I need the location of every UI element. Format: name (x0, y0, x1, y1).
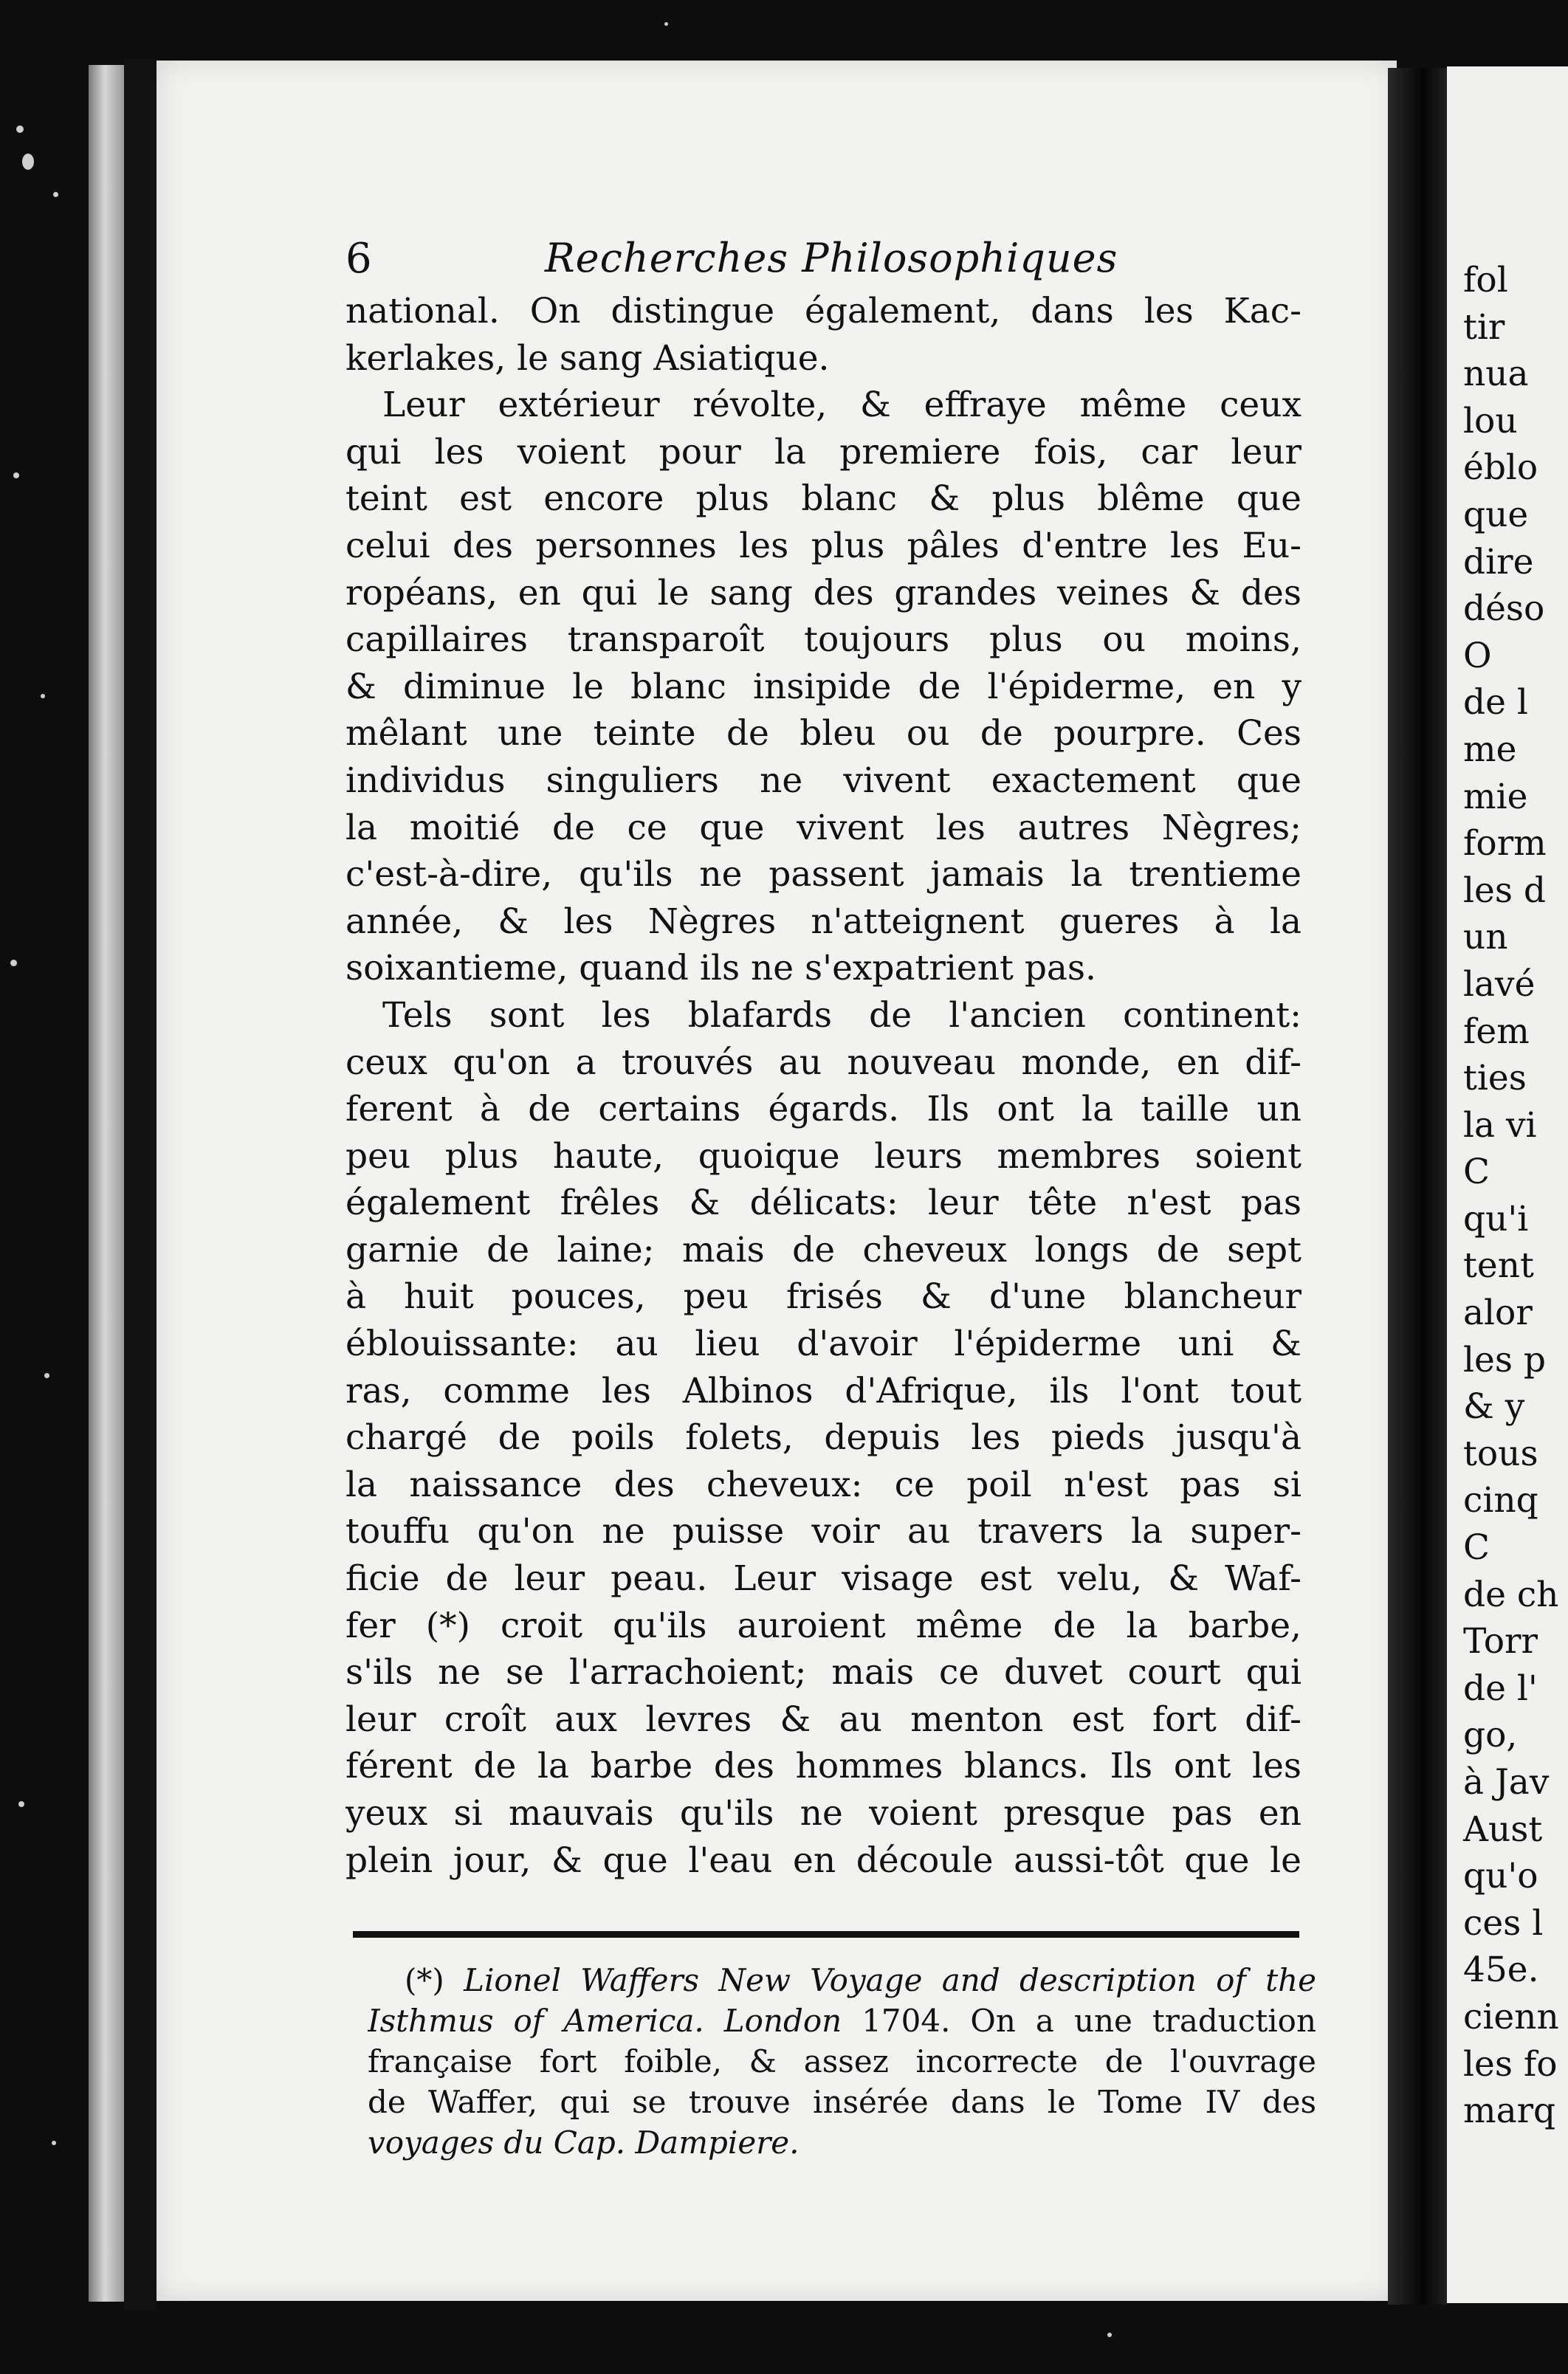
text-line: éblouissante: au lieu d'avoir l'épiderme uni & (345, 1324, 1301, 1365)
footnote-marker: (*) (405, 1962, 444, 1998)
text-line: année, & les Nègres n'atteignent gueres à la (345, 901, 1301, 942)
text-line: ras, comme les Albinos d'Afrique, ils l'ont tout (345, 1370, 1301, 1411)
text-line: & diminue le blanc insipide de l'épiderme, en y (345, 666, 1301, 707)
text-line: Tels sont les blafards de l'ancien continent: (382, 994, 1301, 1036)
text-line: qui les voient pour la premiere fois, car leur (345, 431, 1301, 472)
text-line: celui des personnes les plus pâles d'entre les Eu- (345, 525, 1301, 566)
next-page-line: à Jav (1463, 1762, 1550, 1803)
next-page-line: Torr (1463, 1621, 1538, 1662)
next-page-line: 45e. (1463, 1950, 1539, 1991)
next-page-line: C (1463, 1527, 1490, 1569)
next-page-line: que (1463, 494, 1529, 535)
text-line: yeux si mauvais qu'ils ne voient presque pas en (345, 1793, 1301, 1834)
dust-speck (52, 2141, 56, 2145)
text-line: férent de la barbe des hommes blancs. Ils ont les (345, 1746, 1301, 1787)
footnote-citation: Lionel Waffers New Voyage and description of the (464, 1962, 1316, 1998)
footnote-rule (353, 1931, 1299, 1938)
footnote-line: voyages du Cap. Dampiere. (368, 2124, 800, 2161)
next-page-line: Aust (1463, 1809, 1543, 1850)
text-line: la naissance des cheveux: ce poil n'est pas si (345, 1464, 1301, 1505)
dust-speck (10, 960, 17, 966)
text-line: teint est encore plus blanc & plus blême que (345, 478, 1301, 520)
running-title: Recherches Philosophiques (545, 235, 1118, 281)
gutter-shadow (1388, 68, 1447, 2305)
next-page-line: lavé (1463, 963, 1536, 1005)
text-line: national. On distingue également, dans les Kac- (345, 291, 1301, 331)
next-page-lines (1463, 257, 1559, 2135)
next-page-line: ties (1463, 1058, 1527, 1099)
next-page-line: de ch (1463, 1574, 1559, 1615)
next-page-line: dire (1463, 541, 1534, 582)
next-page-line: tir (1463, 306, 1505, 348)
text-line: touffu qu'on ne puisse voir au travers la super- (345, 1511, 1301, 1552)
dust-speck (13, 472, 19, 478)
next-page-line: un (1463, 917, 1508, 958)
text-line: plein jour, & que l'eau en découle aussi-tôt que le (345, 1840, 1301, 1881)
text-line: leur croît aux levres & au menton est fort dif- (345, 1699, 1301, 1740)
text-line: individus singuliers ne vivent exactement que (345, 760, 1301, 801)
next-page-line: tent (1463, 1245, 1534, 1287)
text-line: également frêles & délicats: leur tête n'est pas (345, 1183, 1301, 1224)
text-line: soixantieme, quand ils ne s'expatrient pas. (345, 948, 1096, 989)
dust-speck (44, 1373, 49, 1378)
footnote-line (368, 2000, 1316, 2041)
next-page-line: de l (1463, 682, 1528, 723)
page-number: 6 (345, 235, 372, 283)
next-page-line: ces l (1463, 1902, 1544, 1944)
next-page-line: nua (1463, 354, 1529, 395)
next-page-line: alor (1463, 1293, 1533, 1334)
text-line: garnie de laine; mais de cheveux longs de sept (345, 1229, 1301, 1270)
dust-speck (16, 125, 24, 133)
text-line: s'ils ne se l'arrachoient; mais ce duvet court qui (345, 1652, 1301, 1693)
next-page-line: go, (1463, 1715, 1518, 1756)
next-page-fragment (1447, 66, 1568, 2303)
next-page-line: tous (1463, 1433, 1538, 1474)
next-page-line: les d (1463, 870, 1546, 911)
text-line: à huit pouces, peu frisés & d'une blancheur (345, 1276, 1301, 1318)
dust-speck (41, 694, 45, 698)
dust-speck (18, 1801, 24, 1807)
dust-speck (22, 154, 34, 170)
text-line: la moitié de ce que vivent les autres Nègres; (345, 807, 1301, 848)
dust-speck (53, 192, 58, 197)
next-page-line: C (1463, 1152, 1490, 1193)
running-head (345, 235, 1298, 294)
body-text (345, 288, 1301, 1884)
next-page-line: me (1463, 729, 1517, 770)
next-page-line: les fo (1463, 2043, 1558, 2085)
next-page-line: éblo (1463, 447, 1538, 489)
text-line: ferent à de certains égards. Ils ont la taille un (345, 1089, 1301, 1130)
next-page-line: de l' (1463, 1668, 1538, 1709)
next-page-line: les p (1463, 1339, 1546, 1380)
footnote (368, 1960, 1316, 2163)
next-page-line: & y (1463, 1386, 1525, 1428)
next-page-line: qu'o (1463, 1856, 1538, 1897)
footnote-text: 1704. On a une traduction (862, 2003, 1316, 2039)
next-page-line: cienn (1463, 1996, 1559, 2037)
spine-shadow (124, 59, 157, 2311)
text-line: mêlant une teinte de bleu ou de pourpre. Ces (345, 713, 1301, 754)
dust-speck (1107, 2333, 1112, 2337)
footnote-line: française fort foible, & assez incorrecte de l'ouvrage (368, 2043, 1316, 2079)
next-page-line: qu'i (1463, 1198, 1529, 1239)
footnote-citation: Isthmus of America. London (368, 2003, 842, 2039)
next-page-line: déso (1463, 588, 1545, 630)
text-line: fer (*) croit qu'ils auroient même de la barbe, (345, 1605, 1301, 1646)
next-page-line: form (1463, 823, 1547, 864)
left-page-edge (89, 65, 124, 2302)
next-page-line: O (1463, 635, 1492, 676)
footnote-line (368, 1960, 1316, 2000)
text-line: ceux qu'on a trouvés au nouveau monde, en dif- (345, 1042, 1301, 1083)
next-page-line: la vi (1463, 1104, 1537, 1146)
text-line: kerlakes, le sang Asiatique. (345, 337, 830, 379)
text-line: ficie de leur peau. Leur visage est velu, & Waf- (345, 1558, 1301, 1600)
next-page-line: mie (1463, 776, 1528, 817)
next-page-line: fem (1463, 1011, 1530, 1052)
text-line: ropéans, en qui le sang des grandes veines & des (345, 572, 1301, 613)
text-line: chargé de poils folets, depuis les pieds jusqu'à (345, 1417, 1301, 1459)
footnote-line: de Waffer, qui se trouve insérée dans le Tome IV des (368, 2084, 1316, 2120)
next-page-line: fol (1463, 260, 1508, 300)
text-line: peu plus haute, quoique leurs membres soient (345, 1135, 1301, 1177)
next-page-line: lou (1463, 400, 1518, 441)
next-page-line: marq (1463, 2091, 1556, 2132)
dust-speck (664, 22, 668, 26)
text-line: capillaires transparoît toujours plus ou moins, (345, 619, 1301, 661)
next-page-line: cinq (1463, 1480, 1538, 1521)
text-line: c'est-à-dire, qu'ils ne passent jamais la trentieme (345, 854, 1301, 895)
text-line: Leur extérieur révolte, & effraye même ceux (382, 385, 1301, 426)
